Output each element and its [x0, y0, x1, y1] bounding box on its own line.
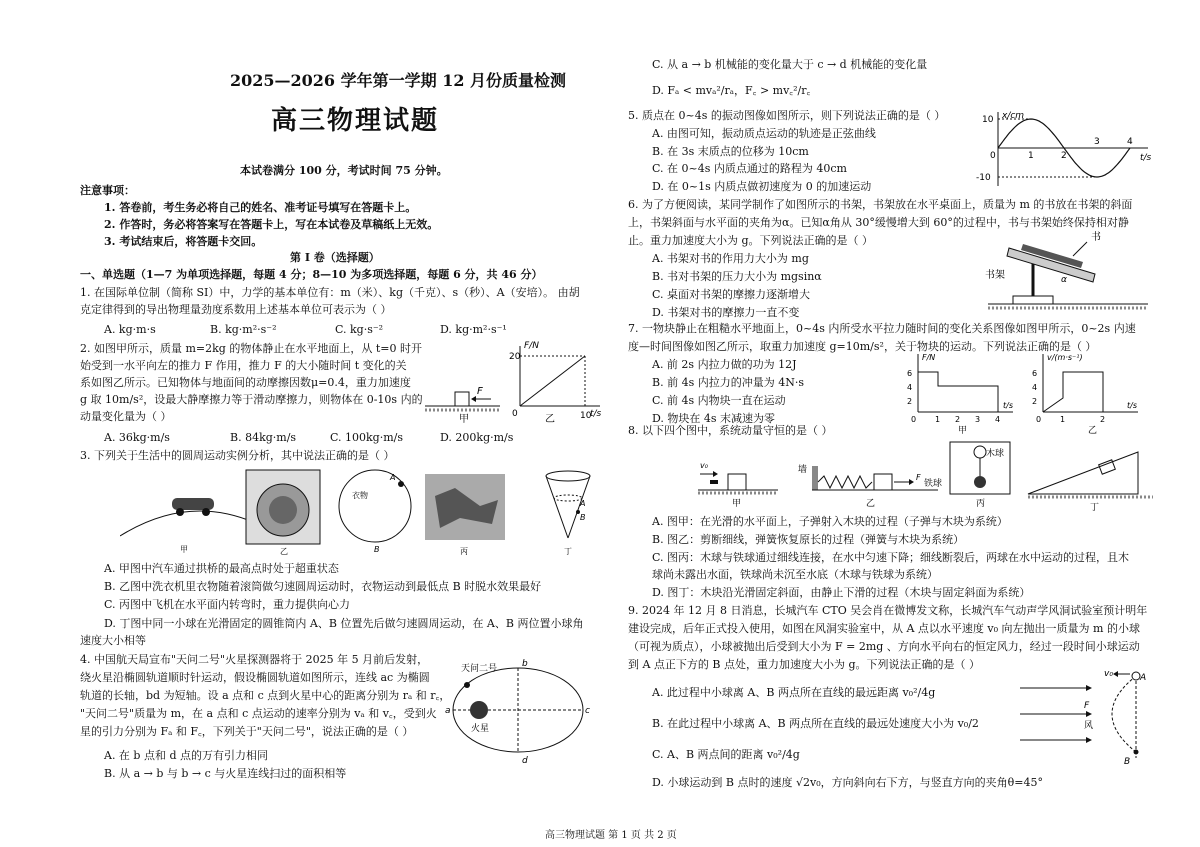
q3-point-a: A	[390, 473, 396, 482]
q9-option: B. 在此过程中小球离 A、B 两点所在直线的最远处速度大小为 v₀/2	[652, 717, 979, 730]
q3-option: A. 甲图中汽车通过拱桥的最高点时处于超重状态	[104, 562, 339, 575]
q6-option: C. 桌面对书架的摩擦力逐渐增大	[652, 288, 811, 301]
q5-ylabel: x/cm	[1002, 111, 1025, 121]
q2-option: D. 200kg·m/s	[440, 431, 514, 444]
q5-origin: 0	[990, 151, 996, 161]
q3-stem: 3. 下列关于生活中的圆周运动实例分析，其中说法正确的是（ ）	[80, 449, 395, 462]
q7-line: 度—时间图像如图乙所示，取重力加速度 g=10m/s²，关于物块的运动。下列说法正确的是（ ）	[628, 340, 1097, 353]
q6-option: D. 书架对书的摩擦力一直不变	[652, 306, 800, 319]
q3-label-jia: 甲	[180, 545, 188, 554]
q7-label-jia: 甲	[958, 426, 968, 435]
q2-label-jia: 甲	[459, 414, 469, 425]
notes-heading: 注意事项：	[80, 184, 135, 197]
q4-option: A. 在 b 点和 d 点的万有引力相同	[104, 749, 269, 762]
q2-line: 动量变化量为（ ）	[80, 410, 172, 423]
q2-option: C. 100kg·m/s	[330, 431, 403, 444]
q9-line: 建设完成，后年正式投入使用，如图在风洞实验室中，从 A 点以水平速度 v₀ 向左抛出一质量为 m 的小球	[628, 622, 1140, 635]
q9-line: （可视为质点），小球被抛出后受到大小为 F = 2mg 、方向水平向右的恒定风力，经过一段时间小球运动	[628, 640, 1140, 653]
q2-ytick: 20	[509, 352, 521, 362]
q3-label-yi: 乙	[280, 547, 288, 556]
note-item: 3. 考试结束后，将答题卡交回。	[104, 235, 263, 248]
q7-v-ytick: 4	[1032, 383, 1038, 392]
q6-option: A. 书架对书的作用力大小为 mg	[652, 252, 809, 265]
q1-option: B. kg·m²·s⁻²	[210, 323, 277, 336]
q5-option: B. 在 3s 末质点的位移为 10cm	[652, 145, 809, 158]
q7-option: C. 前 4s 内物块一直在运动	[652, 394, 786, 407]
q4-point-d: d	[522, 756, 528, 766]
section-part-title: 一、单选题（1—7 为单项选择题，每题 4 分；8—10 为多项选择题，每题 6 分，共 46 分）	[80, 268, 543, 281]
q9-figure	[1018, 668, 1158, 768]
q4-option: B. 从 a → b 与 b → c 与火星连线扫过的面积相等	[104, 767, 347, 780]
q4-point-a: a	[445, 706, 451, 716]
q5-xtick: 4	[1127, 137, 1133, 147]
q4-line: 4. 中国航天局宣布"天问二号"火星探测器将于 2025 年 5 月前后发射，	[80, 653, 429, 666]
q5-xtick: 2	[1061, 151, 1067, 161]
q7-v-ylabel: v/(m·s⁻¹)	[1047, 353, 1083, 362]
q9-line: 到 A 点正下方的 B 点处，重力加速度大小为 g。下列说法正确的是（ ）	[628, 658, 981, 671]
q8-option-cont: 球尚未露出水面，铁球尚未沉至水底（木球与铁球为系统）	[652, 568, 938, 581]
q7-label-yi: 乙	[1088, 426, 1098, 435]
q5-xtick: 3	[1094, 137, 1100, 147]
q4-point-c: c	[585, 706, 590, 716]
q5-y-bottom: -10	[976, 173, 991, 183]
q9-line: 9. 2024 年 12 月 8 日消息，长城汽车 CTO 吴会肖在微博发文称，长城汽车气动声学风洞试验室预计明年	[628, 604, 1148, 617]
q7-v-origin: 0	[1036, 415, 1042, 424]
q2-origin: 0	[512, 409, 518, 419]
q8-option: D. 图丁：木块沿光滑固定斜面，由静止下滑的过程（木块与固定斜面为系统）	[652, 586, 1031, 599]
q1-line: 1. 在国际单位制（简称 SI）中，力学的基本单位有：m（米）、kg（千克）、s（秒）、A（安培）。 由胡	[80, 286, 580, 299]
q5-option: D. 在 0~1s 内质点做初速度为 0 的加速运动	[652, 180, 872, 193]
q7-f-ytick: 2	[907, 397, 913, 406]
q5-option: A. 由图可知，振动质点运动的轨迹是正弦曲线	[652, 127, 876, 140]
q2-figure	[425, 340, 605, 425]
q5-option: C. 在 0~4s 内质点通过的路程为 40cm	[652, 162, 847, 175]
q7-v-ytick: 6	[1032, 369, 1038, 378]
q6-line: 6. 为了方便阅读，某同学制作了如图所示的书架，书架放在水平桌面上，质量为 m 的书放在书架的斜面	[628, 198, 1133, 211]
q4-probe-label: 天问二号	[461, 664, 498, 674]
q9-option: D. 小球运动到 B 点时的速度 √2v₀，方向斜向右下方，与竖直方向的夹角θ=45°	[652, 776, 1043, 789]
section-title: 第 I 卷（选择题）	[290, 251, 380, 264]
q3-cone-a: A	[580, 499, 586, 508]
q7-figure	[903, 350, 1153, 435]
q9-force-label: F	[1084, 701, 1090, 711]
q7-v-xtick: 2	[1100, 415, 1106, 424]
q6-figure	[983, 226, 1153, 314]
q7-option: D. 物块在 4s 末减速为零	[652, 412, 776, 425]
q7-f-origin: 0	[911, 415, 917, 424]
q7-v-ytick: 2	[1032, 397, 1038, 406]
q7-v-xlabel: t/s	[1127, 401, 1137, 410]
q2-option: B. 84kg·m/s	[230, 431, 297, 444]
q3-point-b: B	[374, 545, 380, 554]
q2-option: A. 36kg·m/s	[104, 431, 170, 444]
q8-iron-label: 铁球	[924, 479, 943, 489]
q3-cloth-label: 衣物	[352, 491, 368, 500]
q7-option: A. 前 2s 内拉力做的功为 12J	[652, 358, 797, 371]
q7-f-ytick: 4	[907, 383, 913, 392]
q4-line: 星的引力分别为 Fₐ 和 F꜀，下列关于"天问二号"，说法正确的是（ ）	[80, 725, 414, 738]
q9-v0-label: v₀	[1104, 669, 1113, 679]
q8-option: C. 图丙：木球与铁球通过细线连接，在水中匀速下降；细线断裂后，两球在水中运动的过程，且木	[652, 551, 1130, 564]
q6-line: 上，书架斜面与水平面的夹角为α。已知α角从 30°缓慢增大到 60°的过程中，书与书架始终保持相对静	[628, 216, 1129, 229]
q3-option: C. 丙图中飞机在水平面内转弯时，重力提供向心力	[104, 598, 351, 611]
q4-option: D. Fₐ < mvₐ²/rₐ，F꜀ > mv꜀²/r꜀	[652, 84, 811, 97]
q2-label-yi: 乙	[545, 414, 555, 425]
q1-line: 克定律得到的导出物理量劲度系数用上述基本单位可表示为（ ）	[80, 303, 392, 316]
q7-f-xtick: 4	[995, 415, 1001, 424]
q8-force-label: F	[916, 473, 921, 482]
q6-shelf-label: 书架	[985, 270, 1005, 281]
q8-figure	[688, 438, 1158, 512]
q5-xtick: 1	[1028, 151, 1034, 161]
q4-option: C. 从 a → b 机械能的变化量大于 c → d 机械能的变化量	[652, 58, 928, 71]
note-item: 2. 作答时，务必将答案写在答题卡上，写在本试卷及草稿纸上无效。	[104, 218, 439, 231]
q1-option: C. kg·s⁻²	[335, 323, 384, 336]
q3-option: D. 丁图中同一小球在光滑固定的圆锥筒内 A、B 位置先后做匀速圆周运动，在 A、B 两位置小球角	[104, 617, 584, 630]
q2-line: g 取 10m/s²，设最大静摩擦力等于滑动摩擦力，则物体在 0-10s 内的	[80, 393, 423, 406]
subject-title: 高三物理试题	[271, 106, 440, 136]
q8-option: A. 图甲：在光滑的水平面上，子弹射入木块的过程（子弹与木块为系统）	[652, 515, 1008, 528]
q8-label-yi: 乙	[866, 499, 876, 509]
q9-wind-label: 风	[1084, 721, 1094, 731]
q7-option: B. 前 4s 内拉力的冲量为 4N·s	[652, 376, 804, 389]
q9-option: A. 此过程中小球离 A、B 两点所在直线的最远距离 v₀²/4g	[652, 686, 936, 699]
q9-point-b: B	[1124, 757, 1131, 767]
q7-v-xtick: 1	[1060, 415, 1066, 424]
q6-option: B. 书对书架的压力大小为 mgsinα	[652, 270, 822, 283]
q8-stem: 8. 以下四个图中，系统动量守恒的是（ ）	[628, 424, 833, 437]
q3-label-bing: 丙	[460, 547, 468, 556]
q5-y-top: 10	[982, 115, 994, 125]
q2-force-label: F	[477, 386, 483, 397]
exam-title: 2025—2026 学年第一学期 12 月份质量检测	[230, 71, 567, 90]
q8-label-jia: 甲	[732, 499, 742, 509]
q8-wall-label: 墙	[798, 465, 808, 475]
q5-xlabel: t/s	[1140, 153, 1152, 163]
q2-xtick: 10	[580, 411, 592, 421]
q8-label-ding: 丁	[1090, 503, 1100, 512]
q4-line: 绕火星沿椭圆轨道顺时针运动，假设椭圆轨道如图所示，连线 ac 为椭圆	[80, 671, 430, 684]
q3-label-ding: 丁	[564, 547, 572, 556]
q7-f-xtick: 3	[975, 415, 981, 424]
q5-stem: 5. 质点在 0~4s 的振动图像如图所示，则下列说法正确的是（ ）	[628, 109, 946, 122]
q4-line: "天问二号"质量为 m，在 a 点和 c 点运动的速率分别为 vₐ 和 v꜀，受到火	[80, 707, 437, 720]
exam-info: 本试卷满分 100 分，考试时间 75 分钟。	[240, 164, 448, 177]
q7-f-ytick: 6	[907, 369, 913, 378]
page-footer: 高三物理试题 第 1 页 共 2 页	[545, 830, 677, 841]
q8-label-bing: 丙	[976, 499, 986, 509]
q3-cone-b: B	[580, 513, 586, 522]
q3-option-cont: 速度大小相等	[80, 634, 146, 647]
q7-f-xtick: 2	[955, 415, 961, 424]
q6-book-label: 书	[1091, 232, 1101, 243]
q4-point-b: b	[522, 659, 528, 669]
q7-f-xlabel: t/s	[1003, 401, 1013, 410]
q3-option: B. 乙图中洗衣机里衣物随着滚筒做匀速圆周运动时，衣物运动到最低点 B 时脱水效果最好	[104, 580, 542, 593]
q1-option: A. kg·m·s	[104, 323, 156, 336]
q2-line: 2. 如图甲所示，质量 m=2kg 的物体静止在水平地面上，从 t=0 时开	[80, 342, 422, 355]
note-item: 1. 答卷前，考生务必将自己的姓名、准考证号填写在答题卡上。	[104, 201, 417, 214]
q6-alpha-label: α	[1061, 275, 1067, 285]
q7-f-ylabel: F/N	[922, 353, 936, 362]
q9-point-a: A	[1140, 673, 1147, 683]
q2-line: 系如图乙所示。已知物体与地面间的动摩擦因数μ=0.4，重力加速度	[80, 376, 411, 389]
q1-option: D. kg·m²·s⁻¹	[440, 323, 507, 336]
q2-line: 始受到一水平向左的推力 F 作用，推力 F 的大小随时间 t 变化的关	[80, 359, 407, 372]
q2-xlabel: t/s	[590, 409, 602, 419]
q7-line: 7. 一物块静止在粗糙水平地面上，0~4s 内所受水平拉力随时间的变化关系图像如图甲所示，0~2s 内速	[628, 322, 1136, 335]
q8-option: B. 图乙：剪断细线，弹簧恢复原长的过程（弹簧与木块为系统）	[652, 533, 965, 546]
q4-figure	[443, 655, 593, 770]
q6-line: 止。重力加速度大小为 g。下列说法正确的是（ ）	[628, 234, 874, 247]
q8-v0-label: v₀	[700, 461, 708, 470]
q7-f-xtick: 1	[935, 415, 941, 424]
q2-ylabel: F/N	[524, 341, 539, 351]
q4-line: 轨道的长轴，bd 为短轴。设 a 点和 c 点到火星中心的距离分别为 rₐ 和 r꜀，	[80, 689, 451, 702]
q4-planet-label: 火星	[471, 724, 490, 734]
q9-option: C. A、B 两点间的距离 v₀²/4g	[652, 748, 800, 761]
q8-wood-label: 木球	[986, 449, 1005, 459]
q3-figure	[120, 466, 600, 556]
q5-figure	[968, 108, 1158, 193]
